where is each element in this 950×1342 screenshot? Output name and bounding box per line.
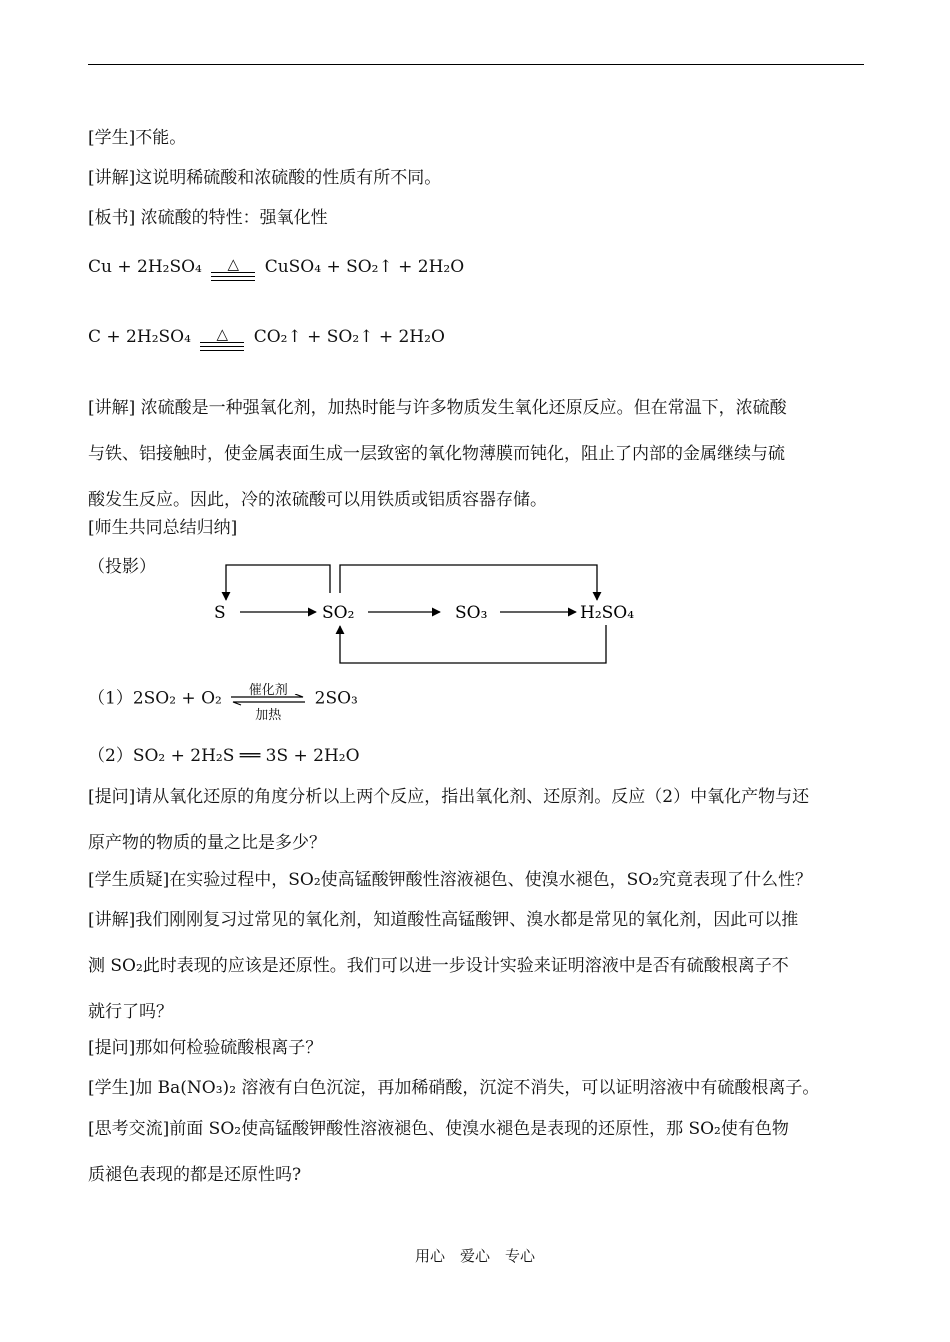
node-h2so4: H₂SO₄ [580,603,635,623]
reversible-arrow: 催化剂 加热 [229,682,307,716]
equation-carbon-left: C + 2H₂SO₄ [88,327,191,347]
board-note-line: [板书] 浓硫酸的特性：强氧化性 [88,208,328,228]
equation-carbon-right: CO₂↑ + SO₂↑ + 2H₂O [253,327,445,347]
reaction-1-right: 2SO₃ [314,688,358,709]
reaction-1-left: （1）2SO₂ + O₂ [88,688,222,709]
heat-condition-sign: △ [200,328,244,348]
paragraph-line: 与铁、铝接触时，使金属表面生成一层致密的氧化物薄膜而钝化，阻止了内部的金属继续与硫 [88,444,785,464]
explanation-line: [讲解]这说明稀硫酸和浓硫酸的性质有所不同。 [88,168,442,188]
student-answer-line: [学生]加 Ba(NO₃)₂ 溶液有白色沉淀，再加稀硝酸，沉淀不消失，可以证明溶液中有硫酸根离子。 [88,1078,820,1098]
explanation-line: [讲解]我们刚刚复习过常见的氧化剂，知道酸性高锰酸钾、溴水都是常见的氧化剂，因此可以推 [88,910,799,930]
equation-copper-left: Cu + 2H₂SO₄ [88,257,202,277]
node-so3: SO₃ [455,603,488,623]
equation-copper-right: CuSO₄ + SO₂↑ + 2H₂O [264,257,465,277]
question-line: [提问]那如何检验硫酸根离子？ [88,1038,323,1058]
student-question: [学生质疑]在实验过程中，SO₂使高锰酸钾酸性溶液褪色、使溴水褪色，SO₂究竟表现了什么性？ [88,870,813,890]
paragraph-line: 酸发生反应。因此，冷的浓硫酸可以用铁质或铝质容器存储。 [88,490,547,510]
node-s: S [214,603,226,623]
node-so2: SO₂ [322,603,355,623]
question-line: [提问]请从氧化还原的角度分析以上两个反应，指出氧化剂、还原剂。反应（2）中氧化产物与还 [88,787,810,807]
page-footer: 用心 爱心 专心 [414,1247,535,1265]
question-line: 原产物的物质的量之比是多少？ [88,833,326,853]
student-answer-line: [学生]不能。 [88,128,187,148]
explanation-line: 就行了吗？ [88,1002,173,1022]
summary-heading: [师生共同总结归纳] [88,518,238,538]
discussion-line: [思考交流]前面 SO₂使高锰酸钾酸性溶液褪色、使溴水褪色是表现的还原性，那 SO₂使有色物 [88,1119,789,1139]
reaction-1 [88,682,358,723]
heat-condition-sign: △ [211,258,255,278]
paragraph-line: [讲解] 浓硫酸是一种强氧化剂，加热时能与许多物质发生氧化还原反应。但在常温下，浓硫酸 [88,398,787,418]
explanation-line: 测 SO₂此时表现的应该是还原性。我们可以进一步设计实验来证明溶液中是否有硫酸根离子不 [88,956,789,976]
projection-label: （投影） [88,557,156,577]
discussion-line: 质褪色表现的都是还原性吗? [88,1165,302,1185]
reaction-2: （2）SO₂ + 2H₂S ══ 3S + 2H₂O [88,746,360,766]
